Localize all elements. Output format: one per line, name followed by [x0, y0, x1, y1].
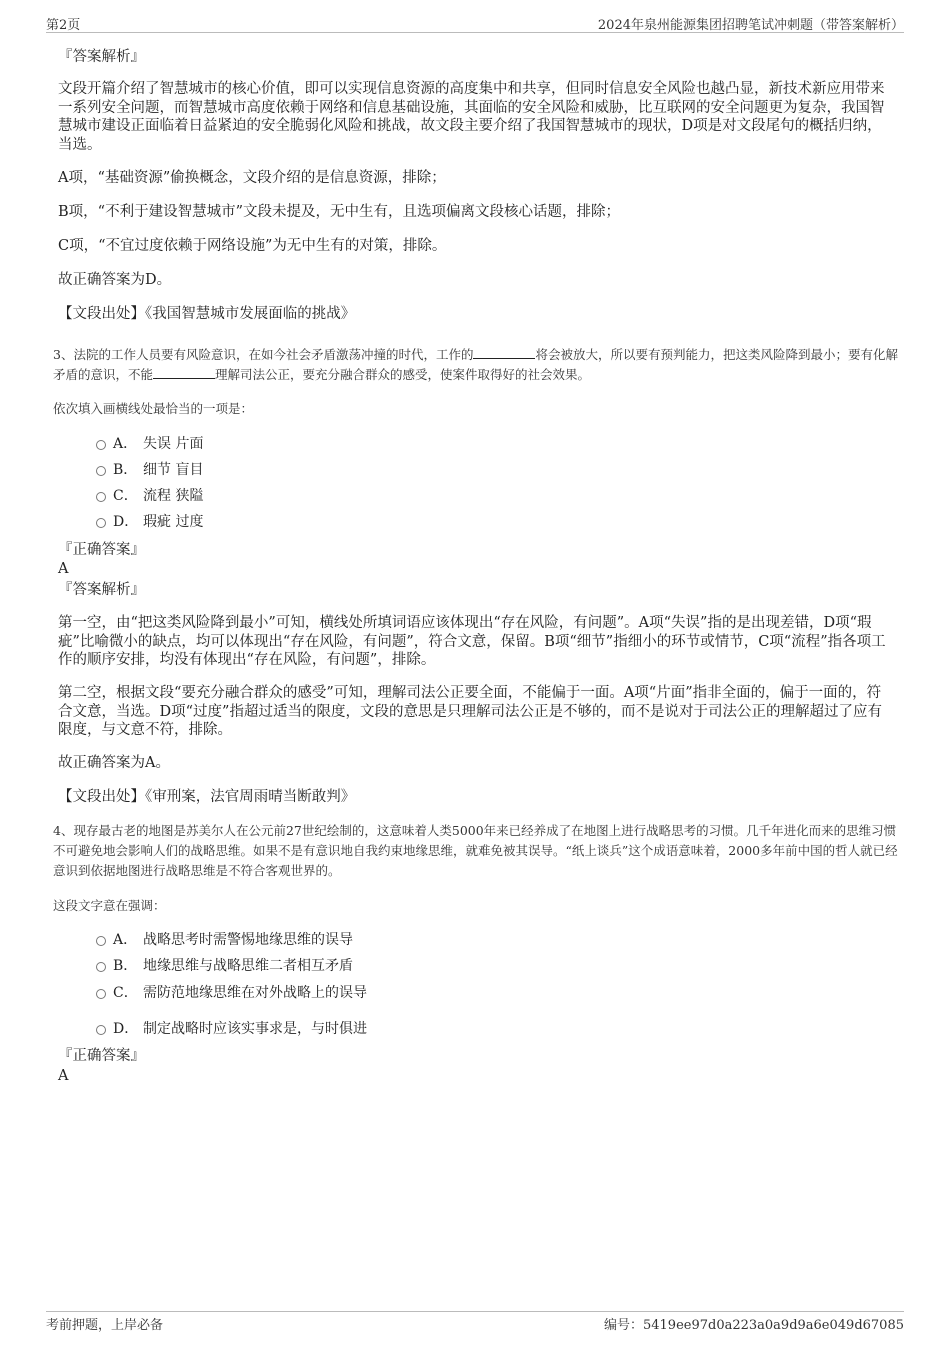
question-stem	[53, 345, 898, 385]
option-text: 地缘思维与战略思维二者相互矛盾	[143, 958, 353, 974]
correct-answer-heading: 『正确答案』	[58, 1048, 145, 1064]
option-b[interactable]: B． 细节 盲目	[96, 460, 203, 480]
option-b[interactable]: B． 地缘思维与战略思维二者相互矛盾	[96, 956, 353, 976]
question-prompt: 依次填入画横线处最恰当的一项是：	[53, 401, 254, 416]
correct-answer-heading: 『正确答案』	[58, 542, 145, 558]
correct-answer: A	[58, 561, 69, 577]
page-header	[46, 14, 904, 32]
question-prompt: 这段文字意在强调：	[53, 898, 166, 913]
question-stem: 4、现存最古老的地图是苏美尔人在公元前27世纪绘制的，这意味着人类5000年来已经养成了在地图上进行战略思考的习惯。几千年进化而来的思维习惯不可避免地会影响人们的战略思维。如果不是有意识地自我约束地缘思维，就难免被其误导。“纸上谈兵”这个成语意味着，2000多年前中国的哲人就已经意识到依据地图进行战略思维是不符合客观世界的。	[53, 823, 898, 878]
analysis-heading: 『答案解析』	[58, 582, 145, 598]
option-text: 制定战略时应该实事求是，与时俱进	[143, 1021, 367, 1037]
analysis-paragraph: 文段开篇介绍了智慧城市的核心价值，即可以实现信息资源的高度集中和共享，但同时信息安全风险也越凸显，新技术新应用带来一系列安全问题，而智慧城市高度依赖于网络和信息基础设施，其面临的安全风险和威胁，比互联网的安全问题更为复杂，我国智慧城市建设正面临着日益紧迫的安全脆弱化风险和挑战，故文段主要介绍了我国智慧城市的现状，D项是对文段尾句的概括归纳，当选。	[58, 81, 885, 153]
answer-conclusion: 故正确答案为A。	[58, 755, 170, 771]
radio-icon[interactable]	[96, 492, 106, 502]
option-text: 失误 片面	[143, 436, 204, 452]
option-d[interactable]: D． 瑕疵 过度	[96, 512, 203, 532]
analysis-paragraph: 第二空，根据文段“要充分融合群众的感受”可知，理解司法公正要全面，不能偏于一面。A项“片面”指非全面的，偏于一面的，符合文意，当选。D项“过度”指超过适当的限度，文段的意思是只理解司法公正是不够的，而不是说对于司法公正的理解超过了应有限度，与文意不符，排除。	[58, 685, 882, 738]
option-text: 细节 盲目	[143, 462, 204, 478]
radio-icon[interactable]	[96, 518, 106, 528]
stem-part-1: 3、法院的工作人员要有风险意识，在如今社会矛盾激荡冲撞的时代，工作的	[53, 347, 474, 362]
footer-slogan: 考前押题，上岸必备	[46, 1318, 164, 1333]
option-a[interactable]: A． 战略思考时需警惕地缘思维的误导	[96, 930, 353, 950]
option-c[interactable]: C． 流程 狭隘	[96, 486, 203, 506]
source-citation: 【文段出处】《我国智慧城市发展面临的挑战》	[58, 306, 356, 322]
correct-answer: A	[58, 1068, 69, 1084]
option-text: 战略思考时需警惕地缘思维的误导	[143, 932, 353, 948]
radio-icon[interactable]	[96, 989, 106, 999]
analysis-paragraph: 第一空，由“把这类风险降到最小”可知，横线处所填词语应该体现出“存在风险，有问题”。A项“失误”指的是出现差错，D项“瑕疵”比喻微小的缺点，均可以体现出“存在风险，有问题”，符合文意，保留。B项“细节”指细小的环节或情节，C项“流程”指各项工作的顺序安排，均没有体现出“存在风险，有问题”，排除。	[58, 615, 886, 668]
option-c[interactable]: C． 需防范地缘思维在对外战略上的误导	[96, 983, 367, 1003]
fill-blank	[153, 366, 215, 379]
analysis-option-c: C项，“不宜过度依赖于网络设施”为无中生有的对策，排除。	[58, 238, 447, 254]
radio-icon[interactable]	[96, 440, 106, 450]
header-divider	[46, 32, 904, 33]
analysis-option-a: A项，“基础资源”偷换概念，文段介绍的是信息资源，排除；	[58, 170, 446, 186]
radio-icon[interactable]	[96, 936, 106, 946]
document-id: 编号：5419ee97d0a223a0a9d9a6e049d67085	[603, 1318, 904, 1333]
analysis-heading: 『答案解析』	[58, 49, 145, 65]
radio-icon[interactable]	[96, 1025, 106, 1035]
option-text: 流程 狭隘	[143, 488, 204, 504]
option-text: 需防范地缘思维在对外战略上的误导	[143, 985, 367, 1001]
page-number: 第2页	[46, 18, 81, 33]
footer-divider	[46, 1311, 904, 1312]
fill-blank	[473, 346, 535, 359]
radio-icon[interactable]	[96, 466, 106, 476]
radio-icon[interactable]	[96, 962, 106, 972]
source-citation: 【文段出处】《审刑案，法官周雨晴当断敢判》	[58, 789, 356, 805]
option-text: 瑕疵 过度	[143, 514, 204, 530]
option-a[interactable]: A． 失误 片面	[96, 434, 203, 454]
answer-conclusion: 故正确答案为D。	[58, 272, 172, 288]
option-d[interactable]: D． 制定战略时应该实事求是，与时俱进	[96, 1019, 367, 1039]
stem-part-2: 将会被放大，所以要有预判能力，把这类风险降到最小；要有化解矛盾的意识，不能	[53, 347, 898, 382]
stem-part-3: 理解司法公正，要充分融合群众的感受，使案件取得好的社会效果。	[215, 367, 591, 382]
analysis-option-b: B项，“不利于建设智慧城市”文段未提及，无中生有，且选项偏离文段核心话题，排除；	[58, 204, 620, 220]
document-title: 2024年泉州能源集团招聘笔试冲刺题（带答案解析）	[597, 18, 904, 33]
